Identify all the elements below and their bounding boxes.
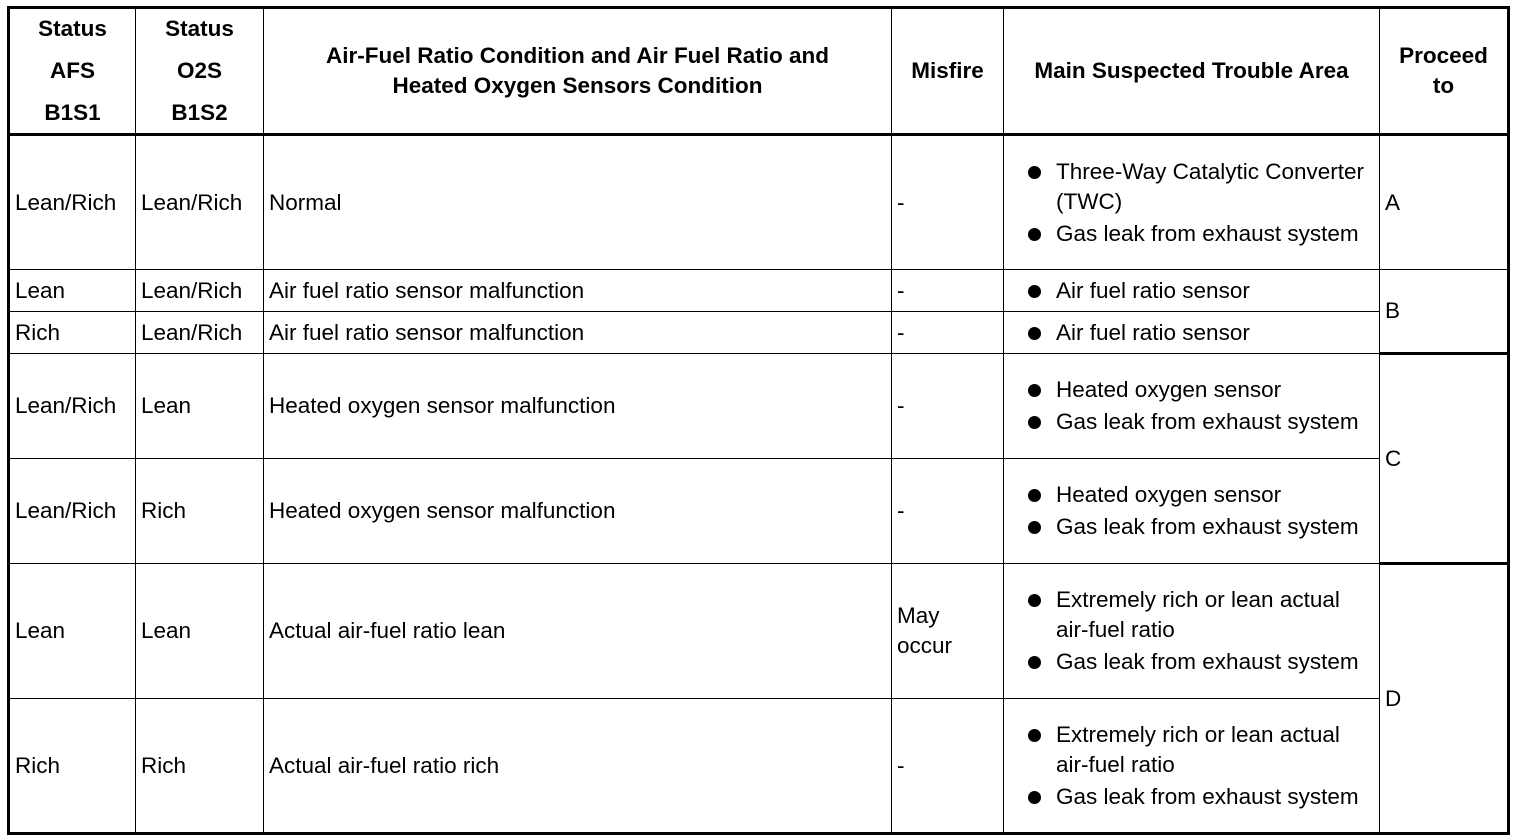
trouble-item-text: Heated oxygen sensor [1056,482,1282,507]
trouble-item [1024,647,1373,677]
header-proceed [1380,8,1509,135]
cell-afs: Rich [9,312,136,354]
cell-afs: Lean [9,564,136,699]
trouble-item [1024,276,1373,306]
cell-misfire: - [892,270,1004,312]
header-o2s-line-3: B1S2 [171,100,228,125]
table-row [9,135,1509,270]
table-row [9,459,1509,564]
cell-o2s: Lean/Rich [136,312,264,354]
cell-condition: Heated oxygen sensor malfunction [264,354,892,459]
header-afs-line-1: Status [38,16,107,41]
trouble-item [1024,219,1373,249]
trouble-item [1024,512,1373,542]
trouble-item-text: Air fuel ratio sensor [1056,277,1250,303]
trouble-item-text: Gas leak from exhaust system [1056,783,1359,809]
header-afs-line-3: B1S1 [44,100,101,125]
trouble-item [1024,782,1373,812]
cell-trouble-area [1004,354,1380,459]
diagnostic-table [7,6,1510,835]
trouble-list [1024,480,1373,542]
cell-trouble-area [1004,135,1380,270]
bullet-icon [1028,285,1041,298]
cell-proceed: C [1380,354,1509,564]
header-condition-line-2: Heated Oxygen Sensors Condition [392,73,763,98]
table-row [9,270,1509,312]
cell-misfire: - [892,312,1004,354]
cell-afs: Rich [9,699,136,834]
cell-condition: Normal [264,135,892,270]
header-misfire: Misfire [892,8,1004,135]
cell-afs: Lean/Rich [9,459,136,564]
trouble-item-text: Air fuel ratio sensor [1056,319,1250,345]
trouble-list [1024,720,1373,812]
cell-o2s: Rich [136,459,264,564]
cell-o2s: Lean [136,354,264,459]
bullet-icon [1028,166,1041,179]
cell-trouble-area [1004,312,1380,354]
header-afs-status [9,8,136,135]
header-o2s-status [136,8,264,135]
trouble-item-text: Extremely rich or lean actual air-fuel ratio [1056,721,1340,777]
cell-condition: Actual air-fuel ratio lean [264,564,892,699]
header-condition [264,8,892,135]
cell-condition: Air fuel ratio sensor malfunction [264,270,892,312]
header-o2s-line-2: O2S [176,58,223,83]
cell-misfire [892,564,1004,699]
cell-o2s: Lean/Rich [136,270,264,312]
trouble-list [1024,276,1373,306]
trouble-list [1024,157,1373,249]
trouble-list [1024,318,1373,348]
cell-afs: Lean/Rich [9,135,136,270]
header-proceed-line-1: Proceed [1399,43,1488,68]
bullet-icon [1028,416,1041,429]
bullet-icon [1028,594,1041,607]
bullet-icon [1028,656,1041,669]
cell-misfire: - [892,354,1004,459]
bullet-icon [1028,791,1041,804]
bullet-icon [1028,489,1041,502]
trouble-item [1024,720,1373,780]
bullet-icon [1028,521,1041,534]
cell-condition: Heated oxygen sensor malfunction [264,459,892,564]
trouble-item-text: Three-Way Catalytic Converter (TWC) [1056,158,1365,214]
trouble-item [1024,318,1373,348]
cell-proceed: D [1380,564,1509,834]
table-row [9,699,1509,834]
cell-trouble-area [1004,564,1380,699]
cell-trouble-area [1004,699,1380,834]
table-row [9,312,1509,354]
misfire-line-2: occur [897,633,953,658]
bullet-icon [1028,729,1041,742]
cell-proceed: B [1380,270,1509,354]
trouble-list [1024,585,1373,677]
header-afs-line-2: AFS [50,58,95,83]
cell-afs: Lean/Rich [9,354,136,459]
cell-afs: Lean [9,270,136,312]
trouble-item-text: Extremely rich or lean actual air-fuel ratio [1056,587,1340,642]
cell-misfire: - [892,699,1004,834]
cell-condition: Actual air-fuel ratio rich [264,699,892,834]
trouble-item-text: Gas leak from exhaust system [1056,409,1359,434]
cell-o2s: Lean [136,564,264,699]
cell-misfire: - [892,459,1004,564]
trouble-item [1024,480,1373,510]
header-condition-line-1: Air-Fuel Ratio Condition and Air Fuel Ratio and [326,43,829,68]
misfire-line-1: May [897,603,940,628]
cell-o2s: Rich [136,699,264,834]
bullet-icon [1028,228,1041,241]
trouble-item [1024,407,1373,437]
header-proceed-line-2: to [1432,73,1455,98]
cell-o2s: Lean/Rich [136,135,264,270]
cell-proceed: A [1380,135,1509,270]
trouble-item-text: Gas leak from exhaust system [1056,649,1359,674]
header-trouble-area: Main Suspected Trouble Area [1004,8,1380,135]
trouble-item [1024,157,1373,217]
trouble-list [1024,375,1373,437]
cell-condition: Air fuel ratio sensor malfunction [264,312,892,354]
cell-trouble-area [1004,459,1380,564]
table-row [9,564,1509,699]
cell-trouble-area [1004,270,1380,312]
trouble-item-text: Heated oxygen sensor [1056,377,1282,402]
bullet-icon [1028,384,1041,397]
cell-misfire: - [892,135,1004,270]
trouble-item-text: Gas leak from exhaust system [1056,514,1359,539]
header-o2s-line-1: Status [165,16,234,41]
header-row [9,8,1509,135]
bullet-icon [1028,327,1041,340]
trouble-item-text: Gas leak from exhaust system [1056,220,1359,246]
trouble-item [1024,375,1373,405]
trouble-item [1024,585,1373,645]
table-row [9,354,1509,459]
